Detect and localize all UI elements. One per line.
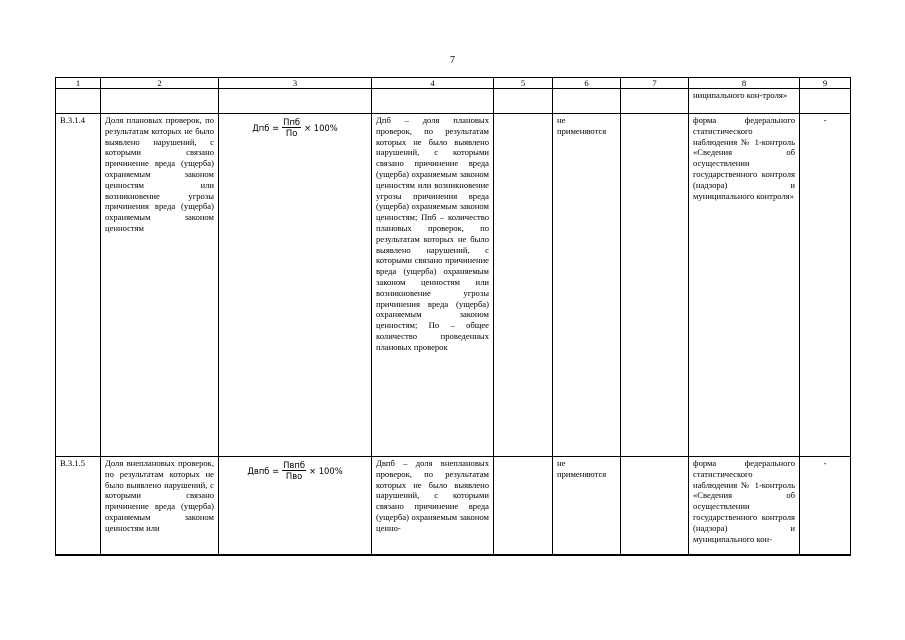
formula-denominator: По [285,128,298,138]
cell-indicator: Доля внеплановых проверок, по результатам которых не было выявлено нарушений, с которыми связано причинение вреда (ущерба) охраняемым законом ценностям или [101,457,219,556]
cell-col9: - [800,114,851,457]
cell-source: форма федерального статистического наблюдения № 1-контроль «Сведения об осуществлении государственного контроля (надзора) и муниципального контроля» [689,114,800,457]
cell-code: В.3.1.5 [56,457,101,556]
formula-lhs: Дпб = [252,122,280,133]
cell-comment: Дпб – доля плановых проверок, по результатам которых не было выявлено нарушений, с которыми связано причинение вреда (ущерба) охраняемым законом ценностям или возникновение угрозы причинения вреда (ущерба) охраняемым законом ценностям; Ппб – количество плановых проверок, по результатам которых не было выявлено нарушений, с которыми связано причинение вреда (ущерба) охраняемым законом ценностям или возникновение угрозы причинения вреда (ущерба) охраняемым законом ценностям; По – общее количество проведенных плановых проверок [372,114,494,457]
table-row [56,457,851,556]
header-cell: 8 [689,78,800,89]
formula-fraction [282,460,306,481]
cell-comment [372,89,494,114]
header-cell: 5 [494,78,553,89]
table-row [56,114,851,457]
cell-indicator [101,89,219,114]
cell-formula [219,114,372,457]
formula-numerator: Пвпб [283,460,306,470]
cell-col6: не применяются [553,114,621,457]
formula-fraction [282,117,301,138]
cell-indicator: Доля плановых проверок, по результатам которых не было выявлено нарушений, с которыми связано причинение вреда (ущерба) охраняемым законом ценностям или возникновение угрозы причинения вреда (ущерба) охраняемым законом ценностям [101,114,219,457]
cell-col7 [621,114,689,457]
formula-lhs: Двпб = [247,465,280,476]
cell-col9 [800,89,851,114]
cell-col7 [621,457,689,556]
cell-formula [219,89,372,114]
cell-code: В.3.1.4 [56,114,101,457]
formula-rhs: × 100% [304,122,338,133]
cell-col7 [621,89,689,114]
header-cell: 4 [372,78,494,89]
header-cell: 2 [101,78,219,89]
page-number: 7 [450,55,455,66]
cell-formula [219,457,372,556]
formula-rhs: × 100% [309,465,343,476]
formula-denominator: Пво [285,471,303,481]
header-cell: 7 [621,78,689,89]
cell-source: форма федерального статистического наблюдения № 1-контроль «Сведения об осуществлении государственного контроля (надзора) и муниципального кон- [689,457,800,556]
header-row [56,78,851,89]
table-row [56,89,851,114]
header-cell: 1 [56,78,101,89]
cell-col5 [494,457,553,556]
header-cell: 6 [553,78,621,89]
formula [223,458,367,481]
header-cell: 3 [219,78,372,89]
header-cell: 9 [800,78,851,89]
formula [223,115,367,138]
cell-col6 [553,89,621,114]
cell-col5 [494,89,553,114]
cell-code [56,89,101,114]
cell-col5 [494,114,553,457]
cell-comment: Двпб – доля внеплановых проверок, по результатам которых не было выявлено нарушений, с которыми связано причинение вреда (ущерба) охраняемым законом ценно- [372,457,494,556]
cell-col9: - [800,457,851,556]
formula-numerator: Ппб [283,117,301,127]
cell-source: ниципального кон-троля» [689,89,800,114]
cell-col6: не применяются [553,457,621,556]
indicators-table [55,77,851,556]
